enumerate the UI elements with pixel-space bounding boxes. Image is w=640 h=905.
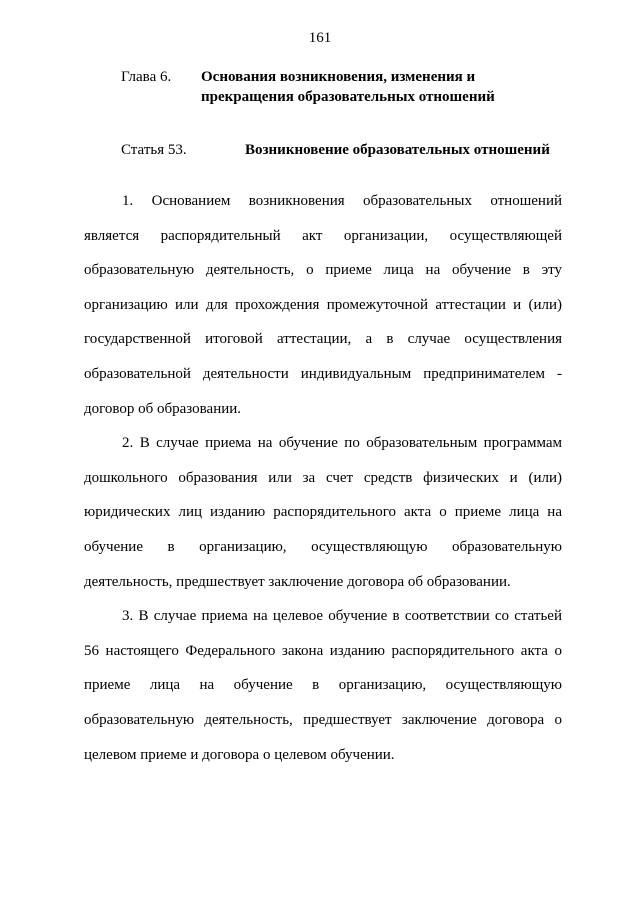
chapter-title: Основания возникновения, изменения и прекращения образовательных отношений: [201, 69, 495, 105]
article-body: [84, 184, 562, 772]
paragraph-1: 1. Основанием возникновения образовательных отношений является распорядительный акт организации, осуществляющей образовательную деятельность, о приеме лица на обучение в эту организацию или для прохождения промежуточной аттестации и (или) государственной итоговой аттестации, а в случае осуществления образовательной деятельности индивидуальным предпринимателем - договор об образовании.: [84, 193, 562, 417]
chapter-label: Глава 6.: [121, 69, 172, 85]
paragraph-2: 2. В случае приема на обучение по образовательным программам дошкольного образования или за счет средств физических и (или) юридических лиц изданию распорядительного акта о приеме лица на обучение в организацию, осуществляющую образовательную деятельность, предшествует заключение договора об образовании.: [84, 435, 562, 590]
article-title: Возникновение образовательных отношений: [245, 142, 550, 158]
page-number: 161: [308, 30, 332, 46]
article-label: Статья 53.: [121, 142, 187, 158]
paragraph-3: 3. В случае приема на целевое обучение в соответствии со статьей 56 настоящего Федерального закона изданию распорядительного акта о приеме лица на обучение в организацию, осуществляющую образовательную деятельность, предшествует заключение договора о целевом приеме и договора о целевом обучении.: [84, 608, 562, 763]
